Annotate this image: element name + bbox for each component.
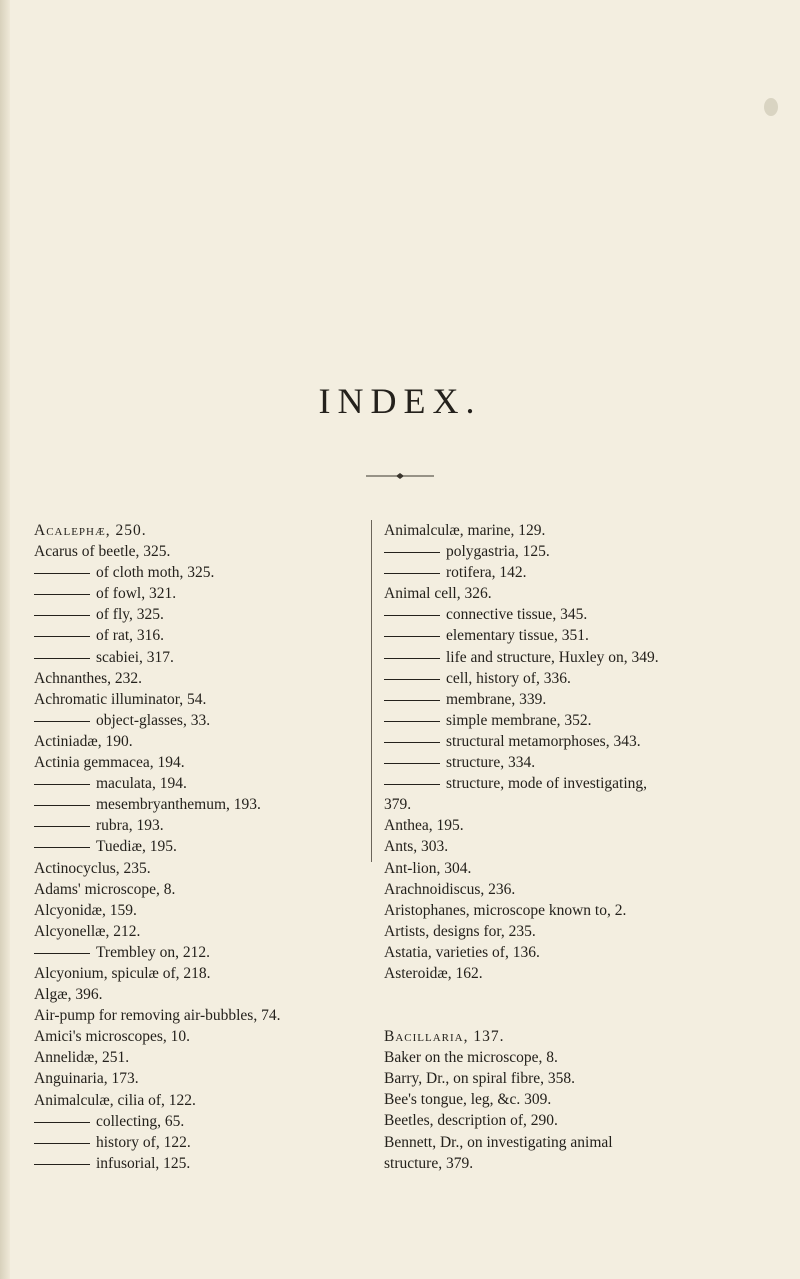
- index-subentry: [384, 541, 794, 562]
- index-entry: [34, 963, 444, 984]
- index-entry: [34, 1026, 444, 1047]
- index-entry-continuation: [384, 1153, 794, 1174]
- entry-text: Alcyonidæ, 159.: [34, 901, 137, 919]
- entry-text: membrane, 339.: [446, 690, 547, 708]
- index-entry: [384, 879, 794, 900]
- entry-text: Animalculæ, marine, 129.: [384, 522, 546, 539]
- index-entry: [34, 1005, 444, 1026]
- entry-text: connective tissue, 345.: [446, 606, 588, 624]
- entry-text: Tuediæ, 195.: [96, 838, 177, 856]
- entry-text: of fly, 325.: [96, 606, 164, 624]
- entry-text: scabiei, 317.: [96, 648, 174, 666]
- index-subentry: [34, 583, 444, 604]
- entry-text: rotifera, 142.: [446, 564, 527, 582]
- entry-text: Acalephæ, 250.: [34, 522, 147, 539]
- index-subentry: [34, 562, 444, 583]
- index-entry: [34, 541, 444, 562]
- entry-text: Annelidæ, 251.: [34, 1049, 130, 1067]
- index-entry-continuation: [384, 794, 794, 815]
- entry-text: Achnanthes, 232.: [34, 669, 143, 687]
- entry-text: Acarus of beetle, 325.: [34, 543, 171, 561]
- entry-text: Ant-lion, 304.: [384, 859, 472, 877]
- entry-text: of rat, 316.: [96, 627, 165, 645]
- entry-text: Asteroidæ, 162.: [384, 964, 483, 982]
- entry-text: maculata, 194.: [96, 775, 187, 793]
- entry-text: object-glasses, 33.: [96, 711, 211, 729]
- entry-text: elementary tissue, 351.: [446, 627, 589, 645]
- index-subentry: [34, 794, 444, 815]
- index-entry: [34, 1090, 444, 1111]
- entry-text: of fowl, 321.: [96, 585, 177, 603]
- entry-text: Achromatic illuminator, 54.: [34, 690, 207, 708]
- page-edge: [0, 0, 10, 1279]
- index-entry: [384, 942, 794, 963]
- index-subentry: [384, 689, 794, 710]
- index-entry: [384, 858, 794, 879]
- index-entry: [34, 900, 444, 921]
- index-subentry: [384, 604, 794, 625]
- index-entry: [34, 520, 444, 541]
- entry-text: Alcyonellæ, 212.: [34, 922, 141, 940]
- index-entry: [34, 858, 444, 879]
- index-entry: [384, 900, 794, 921]
- entry-text: life and structure, Huxley on, 349.: [446, 648, 659, 666]
- index-subentry: [34, 815, 444, 836]
- entry-text: Anthea, 195.: [384, 817, 464, 835]
- index-entry: [34, 1068, 444, 1089]
- index-subentry: [384, 710, 794, 731]
- entry-text: Barry, Dr., on spiral fibre, 358.: [384, 1070, 575, 1088]
- entry-text: of cloth moth, 325.: [96, 564, 215, 582]
- entry-text: Ants, 303.: [384, 838, 449, 856]
- entry-text: Arachnoidiscus, 236.: [384, 880, 516, 898]
- index-entry: [384, 921, 794, 942]
- index-entry: [384, 836, 794, 857]
- entry-text: mesembryanthemum, 193.: [96, 796, 261, 814]
- entry-text: structure, 379.: [384, 1154, 474, 1172]
- index-entry: [34, 984, 444, 1005]
- index-subentry: [34, 710, 444, 731]
- index-subentry: [384, 647, 794, 668]
- entry-text: Astatia, varieties of, 136.: [384, 943, 540, 961]
- index-entry: [384, 1068, 794, 1089]
- entry-text: history of, 122.: [96, 1133, 191, 1151]
- index-column-right: [384, 520, 794, 1174]
- index-entry: [384, 815, 794, 836]
- index-subentry: [34, 1153, 444, 1174]
- entry-text: Actinia gemmacea, 194.: [34, 754, 185, 772]
- entry-text: Beetles, description of, 290.: [384, 1112, 558, 1130]
- entry-text: Trembley on, 212.: [96, 943, 210, 961]
- index-entry: [384, 1132, 794, 1153]
- index-subentry: [34, 942, 444, 963]
- entry-text: cell, history of, 336.: [446, 669, 571, 687]
- entry-text: Actinocyclus, 235.: [34, 859, 151, 877]
- index-subentry: [34, 1111, 444, 1132]
- page-title: INDEX.: [318, 381, 482, 422]
- index-subentry: [384, 668, 794, 689]
- index-entry: [384, 1089, 794, 1110]
- index-entry: [384, 1110, 794, 1131]
- entry-text: polygastria, 125.: [446, 543, 550, 561]
- index-subentry: [34, 1132, 444, 1153]
- entry-text: structural metamorphoses, 343.: [446, 732, 641, 750]
- index-subentry: [384, 773, 794, 794]
- entry-text: Anguinaria, 173.: [34, 1070, 139, 1088]
- index-entry: [384, 520, 794, 541]
- index-entry: [34, 921, 444, 942]
- entry-text: structure, mode of investigating,: [446, 775, 648, 793]
- entry-text: simple membrane, 352.: [446, 711, 592, 729]
- index-column-left: [34, 520, 444, 1174]
- entry-text: Animal cell, 326.: [384, 585, 492, 603]
- index-entry: [34, 731, 444, 752]
- entry-text: Alcyonium, spiculæ of, 218.: [34, 964, 211, 982]
- index-entry: [34, 689, 444, 710]
- entry-text: Bacillaria, 137.: [384, 1028, 505, 1046]
- index-entry: [34, 668, 444, 689]
- index-subentry: [34, 836, 444, 857]
- entry-text: Bee's tongue, leg, &c. 309.: [384, 1091, 552, 1109]
- index-gap: [384, 1005, 794, 1026]
- entry-text: rubra, 193.: [96, 817, 164, 835]
- column-divider: [371, 520, 372, 862]
- index-entry: [34, 879, 444, 900]
- index-subentry: [34, 604, 444, 625]
- index-subentry: [384, 562, 794, 583]
- index-subentry: [384, 731, 794, 752]
- entry-text: Aristophanes, microscope known to, 2.: [384, 901, 627, 919]
- entry-text: 379.: [384, 796, 412, 814]
- entry-text: Actiniadæ, 190.: [34, 732, 133, 750]
- entry-text: collecting, 65.: [96, 1112, 185, 1130]
- index-gap: [384, 984, 794, 1005]
- entry-text: structure, 334.: [446, 754, 536, 772]
- entry-text: Adams' microscope, 8.: [34, 880, 176, 898]
- index-subentry: [34, 773, 444, 794]
- entry-text: Bennett, Dr., on investigating animal: [384, 1133, 613, 1151]
- entry-text: Air-pump for removing air-bubbles, 74.: [34, 1007, 281, 1025]
- entry-text: Amici's microscopes, 10.: [34, 1028, 191, 1046]
- index-subentry: [34, 647, 444, 668]
- index-subentry: [34, 625, 444, 646]
- entry-text: Baker on the microscope, 8.: [384, 1049, 558, 1067]
- entry-text: Artists, designs for, 235.: [384, 922, 536, 940]
- entry-text: Animalculæ, cilia of, 122.: [34, 1091, 196, 1109]
- index-entry: [34, 752, 444, 773]
- index-entry: [384, 1026, 794, 1047]
- index-subentry: [384, 625, 794, 646]
- index-entry: [384, 1047, 794, 1068]
- index-entry: [34, 1047, 444, 1068]
- paper-stain: [764, 98, 778, 116]
- entry-text: infusorial, 125.: [96, 1154, 191, 1172]
- index-subentry: [384, 752, 794, 773]
- index-entry: [384, 583, 794, 604]
- ornament-divider: [366, 472, 434, 480]
- entry-text: Algæ, 396.: [34, 986, 103, 1004]
- index-entry: [384, 963, 794, 984]
